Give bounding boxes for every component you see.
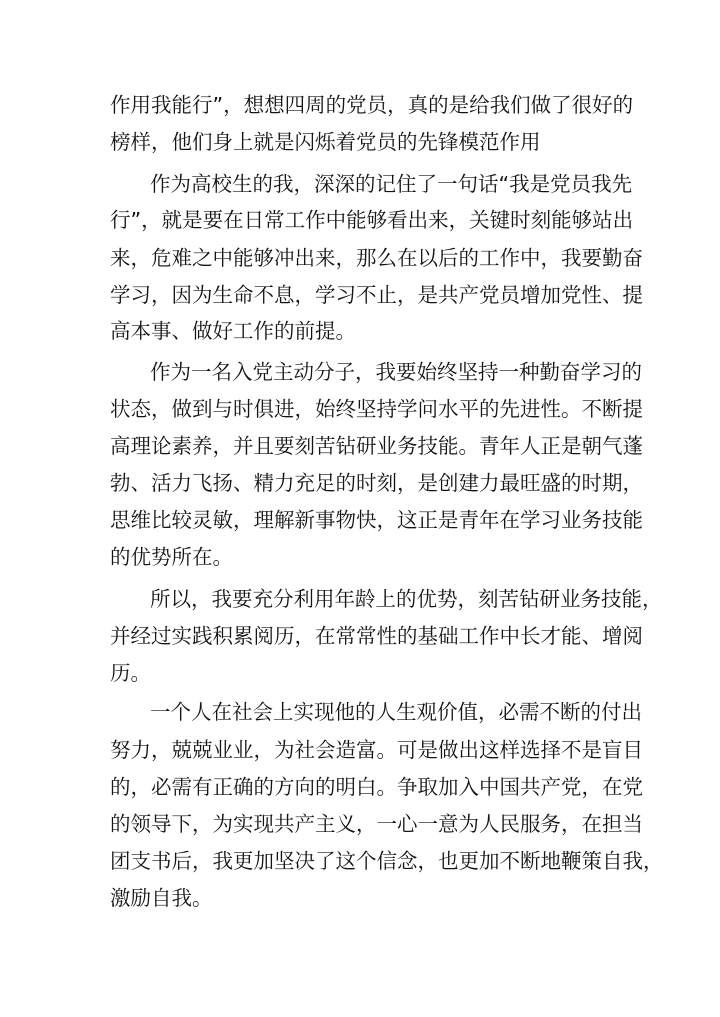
text-line: 状态，做到与时俱进，始终坚持学问水平的先进性。不断提 [110, 397, 643, 421]
text-line: 作为高校生的我，深深的记住了一句话“我是党员我先 [150, 172, 633, 196]
text-line: 学习，因为生命不息，学习不止，是共产党员增加党性、提 [110, 283, 643, 307]
text-line: 的领导下，为实现共产主义，一心一意为人民服务，在担当 [110, 812, 643, 836]
text-line: 思维比较灵敏，理解新事物快，这正是青年在学习业务技能 [110, 508, 643, 532]
text-line: 作用我能行”，想想四周的党员，真的是给我们做了很好的 [110, 93, 634, 117]
text-line: 努力，兢兢业业，为社会造富。可是做出这样选择不是盲目 [110, 738, 643, 762]
text-line: 榜样，他们身上就是闪烁着党员的先锋模范作用 [110, 130, 541, 154]
text-line: 勃、活力飞扬、精力充足的时刻，是创建力最旺盛的时期， [110, 471, 643, 495]
text-line: 作为一名入党主动分子，我要始终坚持一种勤奋学习的 [150, 360, 642, 384]
text-line: 历。 [110, 661, 151, 685]
text-line: 激励自我。 [110, 886, 213, 910]
text-line: 高理论素养，并且要刻苦钻研业务技能。青年人正是朝气蓬 [110, 434, 643, 458]
text-line: 一个人在社会上实现他的人生观价值，必需不断的付出 [150, 700, 642, 724]
text-line: 的优势所在。 [110, 545, 233, 569]
text-line: 团支书后，我更加坚决了这个信念，也更加不断地鞭策自我， [110, 849, 664, 873]
text-line: 高本事、做好工作的前提。 [110, 319, 356, 343]
text-line: 并经过实践积累阅历，在常常性的基础工作中长才能、增阅 [110, 624, 643, 648]
text-line: 的，必需有正确的方向的明白。争取加入中国共产党，在党 [110, 775, 643, 799]
text-line: 所以，我要充分利用年龄上的优势，刻苦钻研业务技能， [150, 587, 663, 611]
text-line: 行”，就是要在日常工作中能够看出来，关键时刻能够站出 [110, 208, 634, 232]
text-line: 来，危难之中能够冲出来，那么在以后的工作中，我要勤奋 [110, 246, 643, 270]
